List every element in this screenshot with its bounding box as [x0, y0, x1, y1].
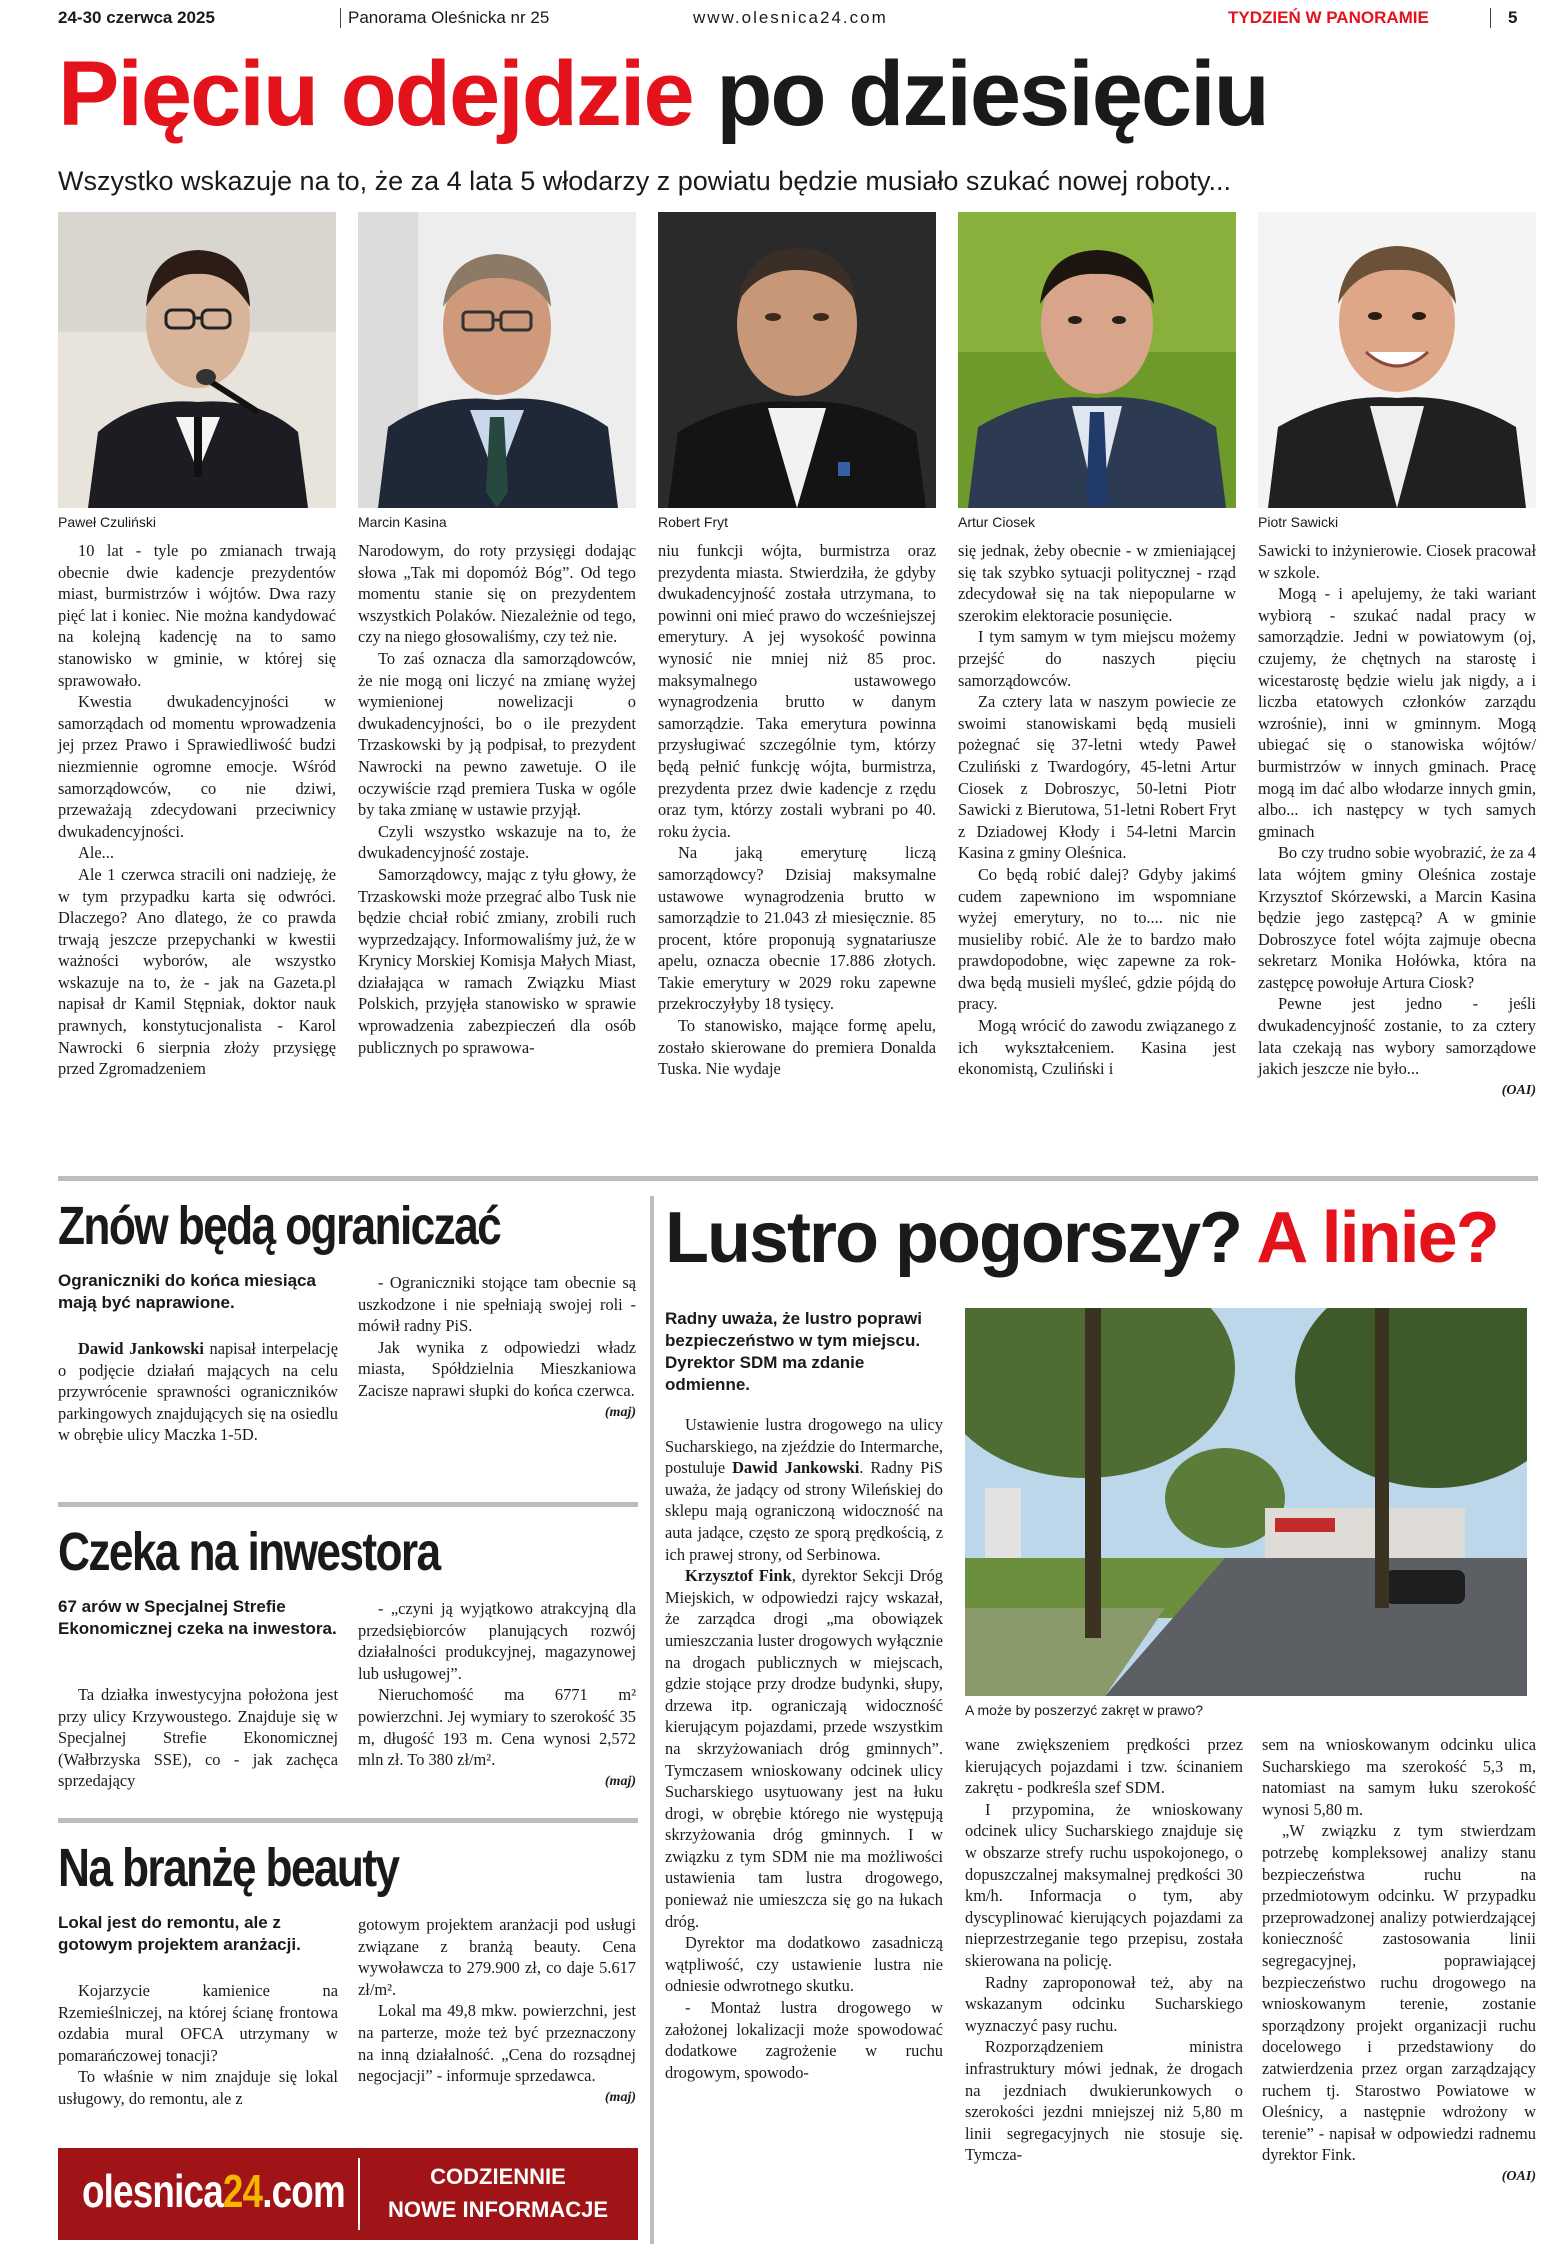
portrait-photo-sawicki	[1258, 212, 1536, 508]
paragraph: Radny zaproponował też, aby na wskazanym odcinku Sucharskiego wyznaczyć pasy ruchu.	[965, 1972, 1243, 2035]
article-subhead-beauty: Lokal jest do remontu, ale z gotowym projektem aranżacji.	[58, 1913, 301, 1954]
header-separator	[340, 8, 341, 28]
highlight-name: Dawid Jankowski	[732, 1458, 860, 1478]
paragraph: Jak wynika z odpowiedzi władz miasta, Spółdzielnia Mieszkaniowa Zacisze naprawi słupki do końca czerwca.	[358, 1337, 636, 1400]
main-headline	[58, 44, 1268, 144]
paragraph: Kojarzycie kamienice na Rzemieślniczej, na której ścianę frontowa ozdabia mural OFCA utrzymany w pomarańczowej tonacji?	[58, 1981, 338, 2065]
paragraph: wane zwiększeniem prędkości przez kierujących pojazdami i tzw. ścinaniem zakrętu - podkreśla szef SDM.	[965, 1735, 1243, 1798]
paragraph: Rozporządzeniem ministra infrastruktury mówi jednak, że drogach na jezdniach dwukierunkowych o szerokości jezdni mniejszej niż 5,80 m linii segregacyjnych nie stosuje się. Tymcza-	[965, 2037, 1243, 2165]
paragraph: Ta działka inwestycyjna położona jest przy ulicy Krzywoustego. Znajduje się w Specjalnej Strefie Ekonomicznej (Wałbrzyska SSE), co - jak zachęca sprzedający	[58, 1685, 338, 1791]
ad-divider	[358, 2158, 360, 2230]
paragraph: - Montaż lustra drogowego w założonej lokalizacji może spowodować dodatkowe zagrożenie w ruchu drogowym, spowodo-	[665, 1998, 943, 2082]
headline-black: po dziesięciu	[716, 43, 1268, 145]
portrait-photo-fryt	[658, 212, 936, 508]
paragraph: Ale 1 czerwca stracili oni nadzieję, że w tym przypadku karta się odwróci. Dlaczego? Ano dlatego, że co prawda trwają jeszcze przepychanki w kwestii ważności wyborów, ale wszystko wskazuje na to, że - jak na Gazeta.pl napisał dr Kamil Stępniak, doktor nauk prawnych, konstytucjonalista - Karol Nawrocki 6 sierpnia złoży przysięgę przed Zgromadzeniem	[58, 864, 336, 1079]
paragraph: I tym samym w tym miejscu możemy przejść do naszych pięciu samorządowców.	[958, 627, 1236, 690]
main-article-column-2	[358, 540, 636, 1058]
article-subhead-znow: Ograniczniki do końca miesiąca mają być naprawione.	[58, 1271, 316, 1312]
paragraph: I przypomina, że wnioskowany odcinek ulicy Sucharskiego znajduje się w obszarze strefy ruchu uspokojonego, o dopuszczalnej maksymalnej prędkości 30 km/h. Informacja o tym, aby dyscyplinować kierujących pojazdami za nieprzestrzeganie tego przepisu, została skierowana na policję.	[965, 1799, 1243, 1970]
main-article-column-1	[58, 540, 336, 1080]
street-photo	[965, 1308, 1527, 1696]
paragraph: - Ograniczniki stojące tam obecnie są uszkodzone i nie spełniają swojej roli - mówił radny PiS.	[358, 1273, 636, 1336]
photo-caption: Marcin Kasina	[358, 514, 447, 530]
article-signature: (OAI)	[1501, 1082, 1536, 1098]
article-signature: (OAI)	[1501, 2168, 1536, 2184]
article-title-lustro: Lustro pogorszy? A linie?	[665, 1198, 1498, 1278]
paragraph: Dyrektor ma dodatkowo zasadniczą wątpliwość, czy ustawienie lustra nie odniesie odwrotnego skutku.	[665, 1933, 943, 1996]
photo-caption: Artur Ciosek	[958, 514, 1036, 530]
photo-caption: Paweł Czuliński	[58, 514, 157, 530]
paragraph: To właśnie w nim znajduje się lokal usługowy, do remontu, ale z	[58, 2067, 338, 2108]
paragraph: Lokal ma 49,8 mkw. powierzchni, jest na parterze, może też być przeznaczony na inną działalność. „Cena do rozsądnej negocjacji” - informuje sprzedawca.	[358, 2001, 636, 2086]
paragraph: Na jaką emeryturę liczą samorządowcy? Dzisiaj maksymalne ustawowe wynagrodzenia brutto w samorządzie to 21.043 zł miesięcznie. 85 procent, które proponują sygnatariusze apelu, oznacza obecnie 17.886 złotych. Takie emerytury w 2029 roku zapewne przekroczyłyby 18 tysięcy.	[658, 843, 936, 1014]
site-url: www.olesnica24.com	[693, 8, 888, 27]
ad-logo: olesnica24.com	[82, 2165, 345, 2217]
article-lustro-column-1: Ustawienie lustra drogowego na ulicy Sucharskiego, na zjeździe do Intermarche, postuluje Dawid Jankowski. Radny PiS uważa, że jadący od strony Wileńskiej do sklepu mają ograniczoną widoczność na auta jadące, często ze sporą prędkością, z ich prawej strony, od Serbinowa. Krzysztof Fink, dyrektor Sekcji Dróg Miejskich, w odpowiedzi rajcy wskazał, że zarządca drogi „ma obowiązek umieszczania luster drogowych wyłącznie na drogach publicznych w miejscach, gdzie stojące przy drodze budynki, słupy, drzewa itp. ograniczają widoczność kierującym pojazdami, przede wszystkim na skrzyżowaniach dróg gminnych”. Tymczasem wnioskowany odcinek ulicy Sucharskiego usytuowany jest na łuku drogi, w obrębie którego nie występują skrzyżowania dróg gminnych. I w związku z tym SDM nie ma możliwości ustawienia tam lustra drogowego, ponieważ nie umieszcza się go na łukach dróg. Dyrektor ma dodatkowo zasadniczą wątpliwość, czy ustawienie lustra nie odniesie odwrotnego skutku. - Montaż lustra drogowego w założonej lokalizacji może spowodować dodatkowe zagrożenie w ruchu drogowym, spowodo-	[665, 1415, 944, 2082]
paragraph: Bo czy trudno sobie wyobrazić, że za 4 lata wójtem gminy Oleśnica zostaje Krzysztof Skórzewski, a Marcin Kasina będzie jego zastępcą? A w gminie Dobroszyce fotel wójta zajmuje obecna sekretarz Monika Hołówka, która na zastępcę powołuje Artura Ciosk?	[1258, 843, 1536, 992]
main-article-column-4	[958, 540, 1236, 1080]
photo-caption: Robert Fryt	[658, 514, 729, 530]
paragraph: Za cztery lata w naszym powiecie ze swoimi stanowiskami będą musieli pożegnać się 37-letni wtedy Paweł Czuliński z Twardogóry, 45-letni Artur Ciosek z Dobroszyc, 50-letni Piotr Sawicki z Bierutowa, 51-letni Robert Fryt z Dziadowej Kłody i 54-letni Marcin Kasina z gminy Oleśnica.	[958, 692, 1236, 863]
article-subhead-czeka: 67 arów w Specjalnej Strefie Ekonomicznej czeka na inwestora.	[58, 1597, 337, 1638]
column-divider	[650, 1196, 654, 2244]
paragraph: niu funkcji wójta, burmistrza oraz prezydenta miasta. Stwierdziła, że gdyby dwukadencyjność została utrzymana, to powinni oni mieć prawo do wcześniejszej emerytury. A jej wysokość powinna wynosić nie mniej niż 85 proc. maksymalnego ustawowego wynagrodzenia brutto w danym samorządzie. Taka emerytura powinna przysługiwać szczególnie tym, którzy będą pełnić funkcję wójta, burmistrza, prezydenta przez dwie kadencje z rzędu oraz tym, którzy zostali wybrani po 40. roku życia.	[658, 541, 936, 841]
article-beauty-column-1	[58, 1980, 338, 2110]
section-divider	[58, 1818, 638, 1823]
paragraph: sem na wnioskowanym odcinku ulica Sucharskiego ma szerokość 5,3 m, natomiast na samym łuku szerokość wynosi 5,80 m.	[1262, 1735, 1536, 1819]
paragraph: - „czyni ją wyjątkowo atrakcyjną dla przedsiębiorców planujących rozwój działalności produkcyjnej, magazynowej lub usługowej”.	[358, 1599, 636, 1683]
paragraph: Sawicki to inżynierowie. Ciosek pracował w szkole.	[1258, 541, 1536, 582]
page-header	[58, 6, 1538, 32]
section-title: TYDZIEŃ W PANORAMIE	[1228, 8, 1429, 27]
article-znow-column-1	[58, 1338, 338, 1446]
paragraph: To zaś oznacza dla samorządowców, że nie mogą oni liczyć na zmianę wyżej wymienionej nowelizacji o dwukadencyjności, bo o ile prezydent Trzaskowski by ją podpisał, to prezydent Nawrocki na pewno zawetuje. O ile oczywiście rząd premiera Tuska w ogóle by taka zmianę w ustawie przyjął.	[358, 648, 636, 820]
highlight-name: Krzysztof Fink	[685, 1566, 792, 1586]
paragraph: Pewne jest jedno - jeśli dwukadencyjność zostanie, to za cztery lata czekają nas wybory samorządowe jakich jeszcze nie było...	[1258, 994, 1536, 1079]
main-article-column-3	[658, 540, 936, 1080]
portrait-photo-kasina	[358, 212, 636, 508]
headline-red: Pięciu odejdzie	[58, 43, 693, 145]
article-czeka-column-2	[358, 1598, 636, 1792]
paragraph: się jednak, żeby obecnie - w zmieniającej się tak szybko sytuacji politycznej - rząd zdecydował się na tak niepopularne w szerokim elektoracie posunięcie.	[958, 541, 1236, 625]
photo-caption: Piotr Sawicki	[1258, 514, 1339, 530]
main-article-column-5	[1258, 540, 1536, 1101]
article-signature: (maj)	[604, 1404, 636, 1420]
paragraph: Mogą - i apelujemy, że taki wariant wybiorą - szukać nadal pracy w samorządzie. Jedni w powiatowym (oj, czujemy, że chętnych na starostę i wicestarostę będzie wielu jak nigdy, a i liczba etatowych członków zarządu wzrośnie), inni w gminnym. Mogą ubiegać się o stanowiska wójtów/ burmistrzów w innych gminach. Pracę mogą im dać albo włodarze innych gmin, albo... ich następcy w tych samych gminach	[1258, 584, 1536, 841]
article-signature: (maj)	[604, 1773, 636, 1789]
article-title-znow: Znów będą ograniczać	[58, 1196, 501, 1256]
photo-caption: A może by poszerzyć zakręt w prawo?	[965, 1702, 1204, 1718]
paragraph: „W związku z tym stwierdzam potrzebę kompleksowej analizy stanu bezpieczeństwa ruchu na przedmiotowym odcinku. W przypadku przeprowadzonej analizy potwierdzającej konieczność zastosowania linii segregacyjnej, poprawiającej bezpieczeństwo ruchu drogowego na wnioskowanym terenie, zostanie sporządzony projekt organizacji ruchu docelowego i przedstawiony do zatwierdzenia przez organ zarządzający ruchem tj. Starostwo Powiatowe w Oleśnicy, a następnie wdrożony w terenie” - napisał w odpowiedzi radnemu dyrektor Fink.	[1262, 1821, 1536, 2165]
article-title-beauty: Na branżę beauty	[58, 1838, 399, 1898]
paragraph: Co będą robić dalej? Gdyby jakimś cudem zapewniono im wspomniane wyżej emerytury, no to.... nic nie musieliby robić. Ale że to bardzo mało prawdopodobne, więc zapewne za rok-dwa będą musieli myśleć, gdzie pójdą do pracy.	[958, 864, 1236, 1014]
paragraph: Ale...	[78, 843, 114, 863]
paragraph: Kwestia dwukadencyjności w samorządach od momentu wprowadzenia jej przez Prawo i Sprawiedliwość budzi niezmiennie ogromne emocje. Wśród samorządowców, co nie dziwi, przeważają zdecydowani przeciwnicy dwukadencyjności.	[58, 692, 336, 841]
highlight-name: Dawid Jankowski	[78, 1339, 204, 1358]
paragraph: To stanowisko, mające formę apelu, zostało skierowane do premiera Donalda Tuska. Nie wydaje	[658, 1016, 936, 1079]
issue-number: Panorama Oleśnicka nr 25	[348, 8, 550, 27]
article-lustro-column-3	[1262, 1734, 1536, 2187]
paragraph: Nieruchomość ma 6771 m² powierzchni. Jej wymiary to szerokość 35 m, długość 193 m. Cena wynosi 2,572 mln zł. To 380 zł/m².	[358, 1685, 636, 1770]
paragraph: Narodowym, do roty przysięgi dodając słowa „Tak mi dopomóż Bóg”. Od tego momentu stanie się on prezydentem wszystkich Polaków. Niezależnie od tego, czy na niego głosowaliśmy, czy też nie.	[358, 541, 636, 647]
section-divider	[58, 1502, 638, 1507]
article-beauty-column-2	[358, 1914, 636, 2108]
section-divider	[58, 1176, 1538, 1181]
portrait-photo-ciosek	[958, 212, 1236, 508]
paragraph: napisał interpelację o podjęcie działań mających na celu przywrócenie sprawności ograniczników parkingowych znajdujących się na osiedlu w obrębie ulicy Maczka 1-5D.	[58, 1339, 338, 1445]
paragraph: gotowym projektem aranżacji pod usługi związane z branżą beauty. Cena wywoławcza to 279.900 zł, co daje 5.617 zł/m².	[358, 1915, 636, 1999]
paragraph: Czyli wszystko wskazuje na to, że dwukadencyjność zostaje.	[358, 821, 636, 863]
paragraph: Samorządowcy, mając z tyłu głowy, że Trzaskowski może przegrać albo Tusk nie będzie chciał robić zmiany, zrobili ruch wyprzedzający. Informowaliśmy już, że w Krynicy Morskiej Komisja Małych Miast, działająca w ramach Związku Miast Polskich, przyjęła stanowisko w sprawie wprowadzenia zabezpieczeń dla osób publicznych po sprawowa-	[358, 864, 636, 1057]
article-title-czeka: Czeka na inwestora	[58, 1522, 440, 1582]
article-subhead-lustro: Radny uważa, że lustro poprawi bezpieczeństwo w tym miejscu. Dyrektor SDM ma zdanie odmienne.	[665, 1309, 922, 1394]
main-lead: Wszystko wskazuje na to, że za 4 lata 5 włodarzy z powiatu będzie musiało szukać nowej roboty...	[58, 166, 1232, 196]
article-czeka-column-1	[58, 1684, 338, 1792]
article-lustro-column-2	[965, 1734, 1243, 2166]
paragraph: Mogą wrócić do zawodu związanego z ich wykształceniem. Kasina jest ekonomistą, Czuliński i	[958, 1016, 1236, 1079]
page-number: 5	[1508, 8, 1518, 27]
article-signature: (maj)	[604, 2089, 636, 2105]
paragraph: 10 lat - tyle po zmianach trwają obecnie dwie kadencje prezydentów miast, burmistrzów i wójtów. Dwa razy pięć lat i koniec. Nie można kandydować na kolejną kadencję na to samo stanowisko w gminie, w której się sprawowało.	[58, 541, 336, 690]
ad-banner[interactable]	[58, 2148, 638, 2240]
ad-tagline: CODZIENNIE NOWE INFORMACJE	[388, 2164, 608, 2222]
header-separator	[1490, 8, 1491, 28]
article-znow-column-2	[358, 1272, 636, 1423]
issue-date: 24-30 czerwca 2025	[58, 8, 215, 27]
portrait-photo-czulinski	[58, 212, 336, 508]
